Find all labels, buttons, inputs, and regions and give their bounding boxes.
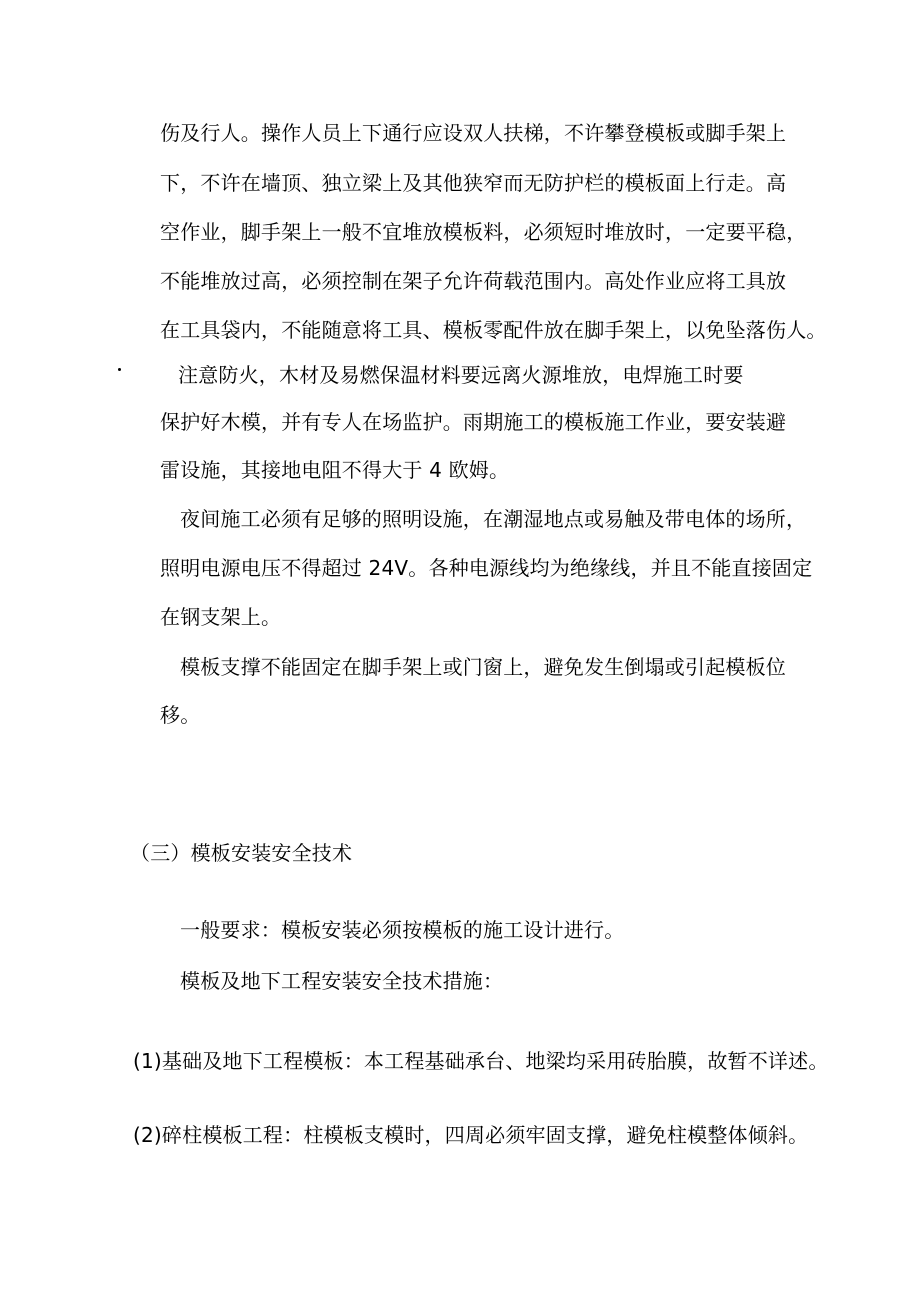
- paragraph-line: 空作业，脚手架上一般不宜堆放模板料，必须短时堆放时，一定要平稳，: [160, 220, 807, 244]
- paragraph-line: 下，不许在墙顶、独立梁上及其他狭窄而无防护栏的模板面上行走。高: [160, 171, 787, 195]
- paragraph-line: 在钢支架上。: [160, 605, 282, 629]
- paragraph-line: 移。: [160, 703, 201, 727]
- paragraph-line: 夜间施工必须有足够的照明设施，在潮湿地点或易触及带电体的场所，: [180, 507, 807, 531]
- general-requirement: 一般要求：模板安装必须按模板的施工设计进行。: [180, 918, 625, 942]
- paragraph-line: 注意防火，木材及易燃保温材料要远离火源堆放，电焊施工时要: [178, 363, 744, 387]
- numbered-item: (2)碎柱模板工程：柱模板支模时，四周必须牢固支撑，避免柱模整体倾斜。: [133, 1123, 809, 1147]
- section-heading: （三）模板安装安全技术: [130, 841, 353, 865]
- paragraph-line: 保护好木模，并有专人在场监护。雨期施工的模板施工作业，要安装避: [160, 410, 787, 434]
- paragraph-line: 在工具袋内，不能随意将工具、模板零配件放在脚手架上，以免坠落伤人。: [160, 318, 827, 342]
- list-bullet-dot: [118, 368, 121, 371]
- numbered-item: (1)基础及地下工程模板：本工程基础承台、地梁均采用砖胎膜，故暂不详述。: [133, 1049, 829, 1073]
- paragraph-line: 模板支撑不能固定在脚手架上或门窗上，避免发生倒塌或引起模板位: [180, 655, 786, 679]
- paragraph-line: 伤及行人。操作人员上下通行应设双人扶梯，不许攀登模板或脚手架上: [160, 121, 787, 145]
- paragraph-line: 不能堆放过高，必须控制在架子允许荷载范围内。高处作业应将工具放: [160, 269, 787, 293]
- paragraph-line: 照明电源电压不得超过 24V。各种电源线均为绝缘线，并且不能直接固定: [160, 556, 813, 580]
- paragraph-line: 雷设施，其接地电阻不得大于 4 欧姆。: [160, 458, 510, 482]
- measures-heading: 模板及地下工程安装安全技术措施：: [180, 969, 504, 993]
